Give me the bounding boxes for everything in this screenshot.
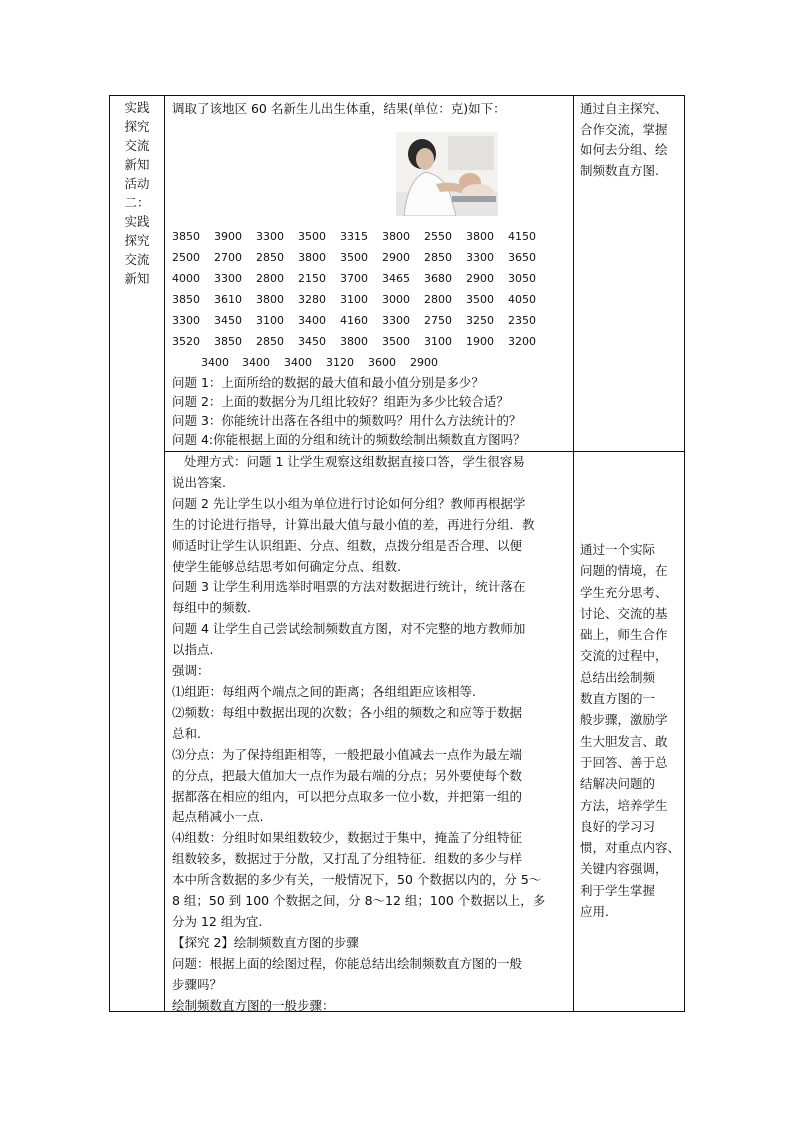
process-line: 【探究 2】绘制频数直方图的步骤 (172, 934, 359, 950)
data-value: 3850 (172, 293, 200, 306)
data-value: 3100 (256, 314, 284, 327)
activity-label-line: 实践 (124, 100, 150, 115)
data-value: 3450 (214, 314, 242, 327)
data-value: 3400 (284, 356, 312, 369)
data-value: 4150 (508, 230, 536, 243)
process-line: ⑵频数：每组中数据出现的次数；各小组的频数之和应等于数据 (172, 704, 523, 720)
problem-cell (172, 100, 568, 450)
activity-label-line: 新知 (124, 157, 150, 172)
intent-line: 讨论、交流的基 (580, 605, 668, 621)
data-value: 3850 (172, 230, 200, 243)
data-value: 3300 (466, 251, 494, 264)
intent-line: 通过自主探究、 (580, 101, 668, 116)
activity-label-line: 实践 (124, 214, 150, 229)
question-3: 问题 3：你能统计出落在各组中的频数吗？用什么方法统计的？ (172, 413, 522, 428)
question-2: 问题 2：上面的数据分为几组比较好？组距为多少比较合适？ (172, 394, 509, 409)
data-value: 1900 (466, 335, 494, 348)
process-line: 步骤吗？ (172, 976, 223, 992)
activity-label-line: 交流 (124, 252, 150, 267)
intent-line: 如何去分组、绘 (580, 142, 668, 157)
process-line: 以指点. (172, 642, 214, 658)
process-line: ⑴组距：每组两个端点之间的距离；各组组距应该相等. (172, 683, 476, 699)
data-value: 2850 (424, 251, 452, 264)
data-value: 4000 (172, 272, 200, 285)
data-value: 3800 (466, 230, 494, 243)
data-value: 4050 (508, 293, 536, 306)
data-value: 4160 (340, 314, 368, 327)
intent-line: 制频数直方图. (580, 162, 659, 178)
lesson-table (109, 95, 685, 1012)
activity-label-line: 活动 (124, 176, 150, 191)
intent-line: 利于学生掌握 (580, 882, 656, 898)
intent-line: 通过一个实际 (580, 542, 656, 557)
process-line: 师适时让学生认识组距、分点、组数，点拨分组是否合理、以便 (172, 537, 523, 553)
intent-line: 应用. (580, 904, 609, 920)
data-value: 3200 (508, 335, 536, 348)
data-value: 2900 (410, 356, 438, 369)
process-line: 问题 3 让学生利用选举时唱票的方法对数据进行统计，统计落在 (172, 579, 526, 595)
data-value: 3100 (424, 335, 452, 348)
data-value: 2500 (172, 251, 200, 264)
process-line: ⑷组数：分组时如果组数较少，数据过于集中，掩盖了分组特征 (172, 830, 523, 846)
data-value: 2800 (256, 272, 284, 285)
process-line: 问题 4 让学生自己尝试绘制频数直方图，对不完整的地方教师加 (172, 621, 526, 637)
process-cell (172, 452, 568, 1016)
data-value: 2800 (424, 293, 452, 306)
intent-line: 生大胆发言、敢 (580, 733, 668, 749)
data-value: 3800 (382, 230, 410, 243)
weights-data (172, 228, 568, 368)
intent-line: 交流的过程中， (580, 648, 668, 664)
nurse-newborn-photo (396, 132, 498, 216)
data-value: 3850 (214, 335, 242, 348)
data-value: 3800 (340, 335, 368, 348)
question-4: 问题 4:你能根据上面的分组和统计的频数绘制出频数直方图吗？ (172, 432, 526, 447)
intro-text: 调取了该地区 60 名新生儿出生体重，结果(单位：克)如下： (172, 101, 506, 116)
process-line: ⑶分点：为了保持组距相等，一般把最小值减去一点作为最左端 (172, 746, 523, 762)
intent-line: 关键内容强调， (580, 861, 668, 877)
process-line: 分为 12 组为宜. (172, 913, 263, 929)
data-value: 3400 (201, 356, 229, 369)
question-1: 问题 1：上面所给的数据的最大值和最小值分别是多少？ (172, 375, 484, 390)
intent-line: 惯，对重点内容、 (580, 840, 681, 856)
process-line: 8 组；50 到 100 个数据之间，分 8～12 组；100 个数据以上，多 (172, 893, 546, 909)
data-value: 3100 (340, 293, 368, 306)
data-value: 3465 (382, 272, 410, 285)
col-divider-1 (164, 96, 165, 1011)
data-value: 3500 (466, 293, 494, 306)
design-intent-top (580, 99, 684, 181)
data-value: 2350 (508, 314, 536, 327)
data-value: 3280 (298, 293, 326, 306)
process-line: 每组中的频数. (172, 600, 251, 616)
activity-label-line: 探究 (124, 119, 150, 134)
data-value: 3900 (214, 230, 242, 243)
data-value: 3300 (256, 230, 284, 243)
process-line: 据都落在相应的组内，可以把分点取多一位小数，并把第一组的 (172, 788, 523, 804)
intent-line: 结解决问题的 (580, 776, 656, 792)
process-line: 生的讨论进行指导，计算出最大值与最小值的差，再进行分组．教 (172, 516, 535, 532)
data-value: 3300 (214, 272, 242, 285)
col-divider-2 (573, 96, 574, 1011)
process-line: 组数较多，数据过于分散，又打乱了分组特征．组数的多少与样 (172, 851, 523, 867)
data-value: 2850 (256, 251, 284, 264)
intent-line: 数直方图的一 (580, 691, 656, 707)
intent-line: 方法，培养学生 (580, 797, 668, 813)
data-value: 3500 (298, 230, 326, 243)
intent-line: 于回答、善于总 (580, 754, 668, 770)
intent-line: 良好的学习习 (580, 818, 656, 834)
data-value: 3800 (298, 251, 326, 264)
data-value: 3500 (382, 335, 410, 348)
process-line: 的分点，把最大值加大一点作为最右端的分点；另外要使每个数 (172, 767, 523, 783)
activity-label (110, 98, 164, 288)
process-line: 使学生能够总结思考如何确定分点、组数. (172, 558, 401, 574)
process-line: 总和. (172, 725, 201, 741)
data-value: 2150 (298, 272, 326, 285)
data-value: 3800 (256, 293, 284, 306)
data-value: 3700 (340, 272, 368, 285)
data-value: 3300 (172, 314, 200, 327)
data-value: 3680 (424, 272, 452, 285)
data-value: 3120 (326, 356, 354, 369)
data-value: 3450 (298, 335, 326, 348)
data-value: 3000 (382, 293, 410, 306)
process-line: 绘制频数直方图的一般步骤： (172, 997, 335, 1013)
activity-label-line: 新知 (124, 271, 150, 286)
data-value: 3610 (214, 293, 242, 306)
data-value: 2750 (424, 314, 452, 327)
data-value: 3650 (508, 251, 536, 264)
data-value: 2700 (214, 251, 242, 264)
data-value: 3400 (242, 356, 270, 369)
intent-line: 础上，师生合作 (580, 627, 668, 643)
process-line: 问题 2 先让学生以小组为单位进行讨论如何分组？教师再根据学 (172, 495, 526, 511)
intent-line: 般步骤，激励学 (580, 712, 668, 728)
process-line: 问题：根据上面的绘图过程，你能总结出绘制频数直方图的一般 (172, 955, 523, 971)
activity-label-line: 交流 (124, 138, 150, 153)
process-line: 本中所含数据的多少有关，一般情况下，50 个数据以内的，分 5～ (172, 872, 542, 888)
intent-line: 总结出绘制频 (580, 669, 656, 685)
data-value: 3520 (172, 335, 200, 348)
data-value: 3500 (340, 251, 368, 264)
data-value: 2900 (382, 251, 410, 264)
data-value: 3400 (298, 314, 326, 327)
activity-label-line: 探究 (124, 233, 150, 248)
process-line: 处理方式：问题 1 让学生观察这组数据直接口答，学生很容易 (184, 454, 525, 469)
data-value: 2550 (424, 230, 452, 243)
process-line: 说出答案. (172, 474, 226, 490)
intent-line: 问题的情境，在 (580, 563, 668, 579)
activity-label-line: 二： (124, 195, 150, 210)
data-value: 2850 (256, 335, 284, 348)
intent-line: 学生充分思考、 (580, 584, 668, 600)
data-value: 3600 (368, 356, 396, 369)
data-value: 3250 (466, 314, 494, 327)
design-intent-bottom (580, 539, 684, 922)
intent-line: 合作交流，掌握 (580, 121, 668, 137)
data-value: 3315 (340, 230, 368, 243)
questions-list (172, 373, 568, 449)
process-line: 起点稍减小一点. (172, 809, 264, 825)
data-value: 3300 (382, 314, 410, 327)
data-value: 3050 (508, 272, 536, 285)
process-line: 强调： (172, 663, 210, 679)
data-value: 2900 (466, 272, 494, 285)
